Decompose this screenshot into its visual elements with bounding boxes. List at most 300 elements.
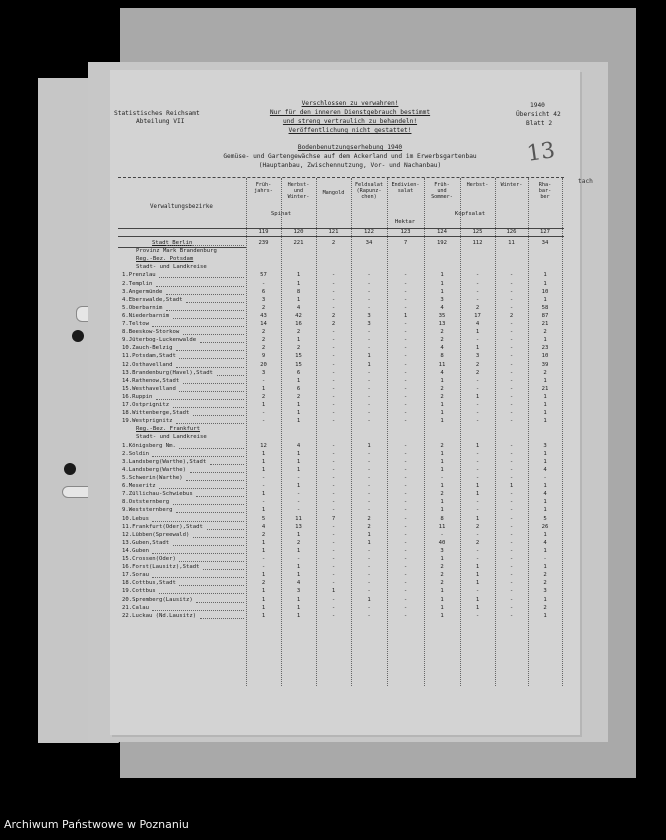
table-cell: - [475, 556, 480, 562]
table-cell: - [475, 458, 480, 465]
table-cell: - [403, 402, 408, 408]
district-name: 14.Rathenow,Stadt [122, 377, 180, 384]
column-header: Herbst- und Winter- [287, 182, 310, 200]
leader-dots [179, 555, 244, 562]
table-cell: 2 [296, 345, 301, 352]
table-cell: 1 [543, 280, 547, 287]
table-cell: - [403, 337, 408, 344]
table-cell: 1 [475, 580, 480, 587]
district-name: 21.Calau [122, 604, 149, 611]
table-cell: 1 [261, 604, 266, 611]
table-cell: - [331, 337, 336, 344]
header-confidential-3: und streng vertraulich zu behandeln! [282, 118, 418, 125]
table-cell: - [475, 507, 480, 514]
table-cell: - [331, 491, 336, 498]
table-cell: 13 [438, 321, 446, 327]
column-header: Endivien- salat [391, 182, 420, 194]
leader-dots [193, 531, 244, 538]
leader-dots [190, 466, 244, 473]
table-cell: 1 [440, 418, 444, 425]
leader-dots [186, 474, 244, 481]
table-cell: 1 [296, 450, 301, 457]
table-cell: - [403, 393, 408, 400]
table-cell: 2 [331, 321, 336, 327]
table-cell: - [509, 410, 514, 417]
table-cell: - [475, 385, 480, 392]
table-cell: - [331, 345, 336, 352]
table-cell: 1 [543, 296, 547, 303]
column-rule [424, 178, 425, 686]
table-cell: - [475, 418, 480, 425]
header-confidential-1: Verschlossen zu verwahren! [301, 100, 399, 107]
district-name: Stadt- und Landkreise [136, 264, 207, 271]
leader-dots [179, 385, 244, 392]
table-cell: - [331, 596, 336, 603]
table-cell: 2 [261, 329, 266, 336]
table-cell: 1 [296, 531, 301, 538]
leader-dots [152, 571, 244, 578]
leader-dots [152, 320, 244, 327]
table-cell: - [331, 475, 336, 481]
table-cell: 1 [543, 499, 547, 506]
table-cell: 3 [367, 321, 371, 327]
table-cell: 3 [543, 442, 547, 449]
table-cell: - [367, 377, 371, 384]
table-cell: - [367, 466, 371, 473]
table-cell: 43 [260, 312, 267, 319]
table-cell: - [403, 539, 408, 546]
table-cell: 3 [475, 353, 480, 360]
column-header: Rha- bar- ber [538, 182, 552, 200]
leader-dots [152, 515, 244, 522]
group-spinat: Spinat [270, 211, 292, 217]
column-rule [528, 178, 529, 686]
district-name: 1.Prenzlau [122, 272, 156, 279]
column-rule [495, 178, 496, 686]
table-cell: 2 [296, 393, 301, 400]
table-cell: 2 [261, 304, 266, 311]
table-cell: - [331, 377, 336, 384]
column-header: Feldsalat (Rapunz- chen) [354, 182, 384, 200]
table-cell: 4 [261, 523, 266, 530]
district-name: 16.Forst(Lausitz),Stadt [122, 564, 200, 571]
district-name: 12.Lübben(Spreewald) [122, 531, 190, 538]
table-cell: 2 [475, 361, 480, 368]
table-cell: 1 [475, 596, 480, 603]
table-cell: - [331, 547, 336, 554]
table-cell: 1 [543, 596, 547, 603]
table-cell: - [331, 418, 336, 425]
table-cell: 87 [541, 312, 549, 319]
survey-title: Bodenbenutzungserhebung 1940 [297, 144, 403, 151]
table-cell: 10 [541, 353, 549, 360]
table-cell: - [509, 353, 514, 360]
table-cell: 1 [296, 377, 301, 384]
district-name: 4.Eberswalde,Stadt [122, 296, 183, 303]
table-cell: - [331, 369, 336, 376]
header-confidential-4: Veröffentlichung nicht gestattet! [288, 127, 412, 134]
table-cell: - [509, 523, 514, 530]
table-cell: 4 [543, 491, 547, 498]
table-cell: 1 [367, 353, 371, 360]
table-cell: 2 [331, 312, 336, 319]
table-cell: - [367, 564, 371, 571]
table-cell: 1 [296, 458, 301, 465]
district-name: 4.Landsberg(Warthe) [122, 466, 186, 473]
table-cell: - [403, 564, 408, 571]
table-cell: 1 [475, 604, 480, 611]
district-name: 18.Wittenberge,Stadt [122, 410, 190, 417]
district-name: Stadt Berlin [152, 240, 193, 246]
table-cell: 1 [440, 604, 444, 611]
table-cell: - [509, 377, 514, 384]
leader-dots [203, 563, 244, 570]
district-name: 12.Osthavelland [122, 361, 173, 368]
table-cell: - [403, 450, 408, 457]
table-cell: - [475, 272, 480, 279]
table-cell: 2 [331, 240, 336, 246]
table-cell: 4 [475, 321, 480, 327]
table-cell: 34 [365, 240, 373, 246]
table-cell: - [331, 483, 336, 490]
table-cell: - [331, 539, 336, 546]
table-cell: 2 [261, 393, 266, 400]
district-name: 3.Landsberg(Warthe),Stadt [122, 458, 207, 465]
table-cell: - [475, 588, 480, 595]
table-cell: - [509, 402, 514, 408]
column-number: 125 [472, 229, 483, 235]
table-cell: - [331, 304, 336, 311]
header-sheet: Blatt 2 [526, 120, 553, 127]
table-cell: 1 [440, 466, 444, 473]
table-cell: 7 [403, 240, 408, 246]
table-cell: 1 [440, 377, 444, 384]
leader-dots [183, 377, 244, 384]
table-cell: - [403, 588, 408, 595]
table-colnum-rule [118, 236, 564, 237]
table-cell: 9 [261, 353, 266, 360]
table-cell: - [367, 410, 371, 417]
table-cell: 1 [261, 507, 266, 514]
handwritten-page-number: 13 [525, 138, 557, 167]
table-cell: - [509, 280, 514, 287]
column-number: 121 [328, 229, 339, 235]
table-cell: - [296, 475, 301, 481]
table-cell: 1 [296, 272, 301, 279]
header-department: Abteilung VII [136, 118, 185, 125]
table-cell: - [367, 612, 371, 619]
district-name: 20.Spremberg(Lausitz) [122, 596, 193, 603]
table-cell: 1 [261, 402, 266, 408]
table-cell: 1 [261, 596, 266, 603]
table-cell: 12 [260, 442, 267, 449]
table-cell: - [403, 385, 408, 392]
table-cell: - [403, 612, 408, 619]
table-cell: 1 [475, 483, 480, 490]
table-cell: 1 [261, 491, 266, 498]
table-cell: - [509, 547, 514, 554]
column-number: 124 [436, 229, 448, 235]
table-cell: 3 [440, 296, 444, 303]
table-cell: 10 [541, 288, 549, 295]
table-cell: 2 [440, 580, 444, 587]
district-name: 17.Sorau [122, 572, 149, 579]
table-cell: 3 [367, 312, 371, 319]
district-name: 15.Crossen(Oder) [122, 556, 176, 562]
table-cell: 2 [475, 523, 480, 530]
table-cell: - [403, 288, 408, 295]
table-cell: 11 [508, 240, 515, 246]
table-cell: - [296, 556, 301, 562]
table-cell: - [475, 337, 480, 344]
table-cell: 20 [260, 361, 267, 368]
table-cell: - [403, 272, 408, 279]
table-cell: 1 [440, 507, 444, 514]
table-cell: 2 [440, 572, 444, 579]
table-cell: 1 [367, 539, 371, 546]
table-cell: 1 [296, 402, 301, 408]
table-cell: 1 [543, 418, 547, 425]
district-name: Provinz Mark Brandenburg [136, 248, 217, 255]
table-cell: - [509, 288, 514, 295]
table-cell: - [509, 296, 514, 303]
table-cell: 2 [475, 539, 480, 546]
table-cell: 2 [296, 329, 301, 336]
table-cell: 57 [260, 272, 267, 279]
table-cell: - [475, 377, 480, 384]
district-name: Reg.-Bez. Potsdam [136, 256, 194, 263]
district-name: 19.Cottbus [122, 588, 156, 595]
leader-dots [152, 450, 244, 457]
table-cell: - [509, 304, 514, 311]
district-name: 7.Teltow [122, 321, 149, 327]
table-cell: - [403, 410, 408, 417]
side-note: tach [578, 178, 593, 185]
table-cell: - [403, 483, 408, 490]
table-cell: - [403, 377, 408, 384]
table-cell: - [331, 556, 336, 562]
district-name: 10.Lebus [122, 515, 149, 522]
table-cell: 1 [296, 572, 301, 579]
punch-hole [64, 463, 76, 475]
table-cell: 1 [296, 296, 301, 303]
leader-dots [156, 280, 244, 287]
table-cell: 16 [295, 321, 302, 327]
column-header: Mangold [322, 190, 345, 196]
table-cell: 1 [440, 280, 444, 287]
table-cell: 1 [261, 588, 266, 595]
district-name: 3.Angermünde [122, 288, 163, 295]
table-cell: - [261, 483, 266, 490]
table-cell: 4 [440, 369, 444, 376]
table-cell: - [261, 418, 266, 425]
table-cell: - [475, 499, 480, 506]
table-cell: - [509, 321, 514, 327]
table-cell: 40 [438, 539, 446, 546]
table-cell: - [543, 556, 547, 562]
table-cell: 2 [440, 442, 444, 449]
table-cell: 11 [438, 523, 446, 530]
leader-dots [196, 596, 244, 603]
table-cell: 1 [296, 337, 301, 344]
table-cell: 6 [296, 369, 301, 376]
table-cell: 1 [261, 612, 266, 619]
table-cell: 42 [295, 312, 302, 319]
table-cell: - [403, 345, 408, 352]
table-cell: - [331, 507, 336, 514]
table-cell: - [509, 491, 514, 498]
table-cell: 1 [475, 572, 480, 579]
leader-dots [152, 547, 244, 554]
district-name: 15.Westhavelland [122, 385, 176, 392]
table-cell: 1 [440, 612, 444, 619]
table-cell: 1 [509, 483, 514, 490]
district-name: 7.Züllichau-Schwiebus [122, 491, 193, 498]
table-cell: 1 [440, 458, 444, 465]
table-cell: - [331, 612, 336, 619]
table-cell: - [331, 604, 336, 611]
district-name: 2.Templin [122, 280, 153, 287]
table-cell: - [296, 507, 301, 514]
table-cell: 192 [436, 240, 448, 246]
table-cell: - [261, 499, 266, 506]
table-cell: - [367, 272, 371, 279]
table-cell: 6 [261, 288, 266, 295]
column-rule [387, 178, 388, 686]
table-cell: - [509, 418, 514, 425]
table-cell: - [403, 515, 408, 522]
table-cell: 4 [543, 466, 547, 473]
table-cell: - [367, 547, 371, 554]
table-cell: - [509, 361, 514, 368]
table-cell: - [331, 296, 336, 303]
table-cell: 1 [367, 361, 371, 368]
table-cell: - [403, 418, 408, 425]
table-cell: - [296, 499, 301, 506]
header-agency: Statistisches Reichsamt [114, 110, 200, 117]
table-cell: 1 [440, 450, 444, 457]
table-cell: - [403, 531, 408, 538]
table-cell: - [331, 402, 336, 408]
table-cell: - [403, 458, 408, 465]
table-cell: 1 [475, 442, 480, 449]
district-name: 8.Beeskow-Storkow [122, 329, 180, 336]
table-cell: - [367, 580, 371, 587]
table-cell: - [367, 304, 371, 311]
table-cell: - [403, 353, 408, 360]
column-header-bezirk: Verwaltungsbezirke [150, 204, 213, 210]
table-cell: 1 [440, 288, 444, 295]
table-cell: - [509, 580, 514, 587]
table-cell: 8 [296, 288, 301, 295]
table-cell: - [475, 280, 480, 287]
table-cell: - [367, 507, 371, 514]
table-cell: 4 [296, 442, 301, 449]
district-name: 22.Luckau (Nd.Lausitz) [122, 612, 197, 619]
table-cell: 1 [261, 466, 266, 473]
archive-label: Archiwum Państwowe w Poznaniu [4, 818, 189, 831]
table-cell: - [331, 353, 336, 360]
table-cell: - [403, 369, 408, 376]
table-cell: 1 [475, 393, 480, 400]
table-cell: 2 [261, 531, 266, 538]
table-cell: - [296, 491, 301, 498]
table-cell: - [509, 466, 514, 473]
punch-hole [72, 330, 84, 342]
table-cell: - [509, 507, 514, 514]
district-name: Stadt- und Landkreise [136, 434, 207, 441]
table-cell: 112 [472, 240, 483, 246]
district-name: 1.Königsberg Nm. [122, 442, 176, 449]
table-cell: 239 [258, 240, 269, 246]
table-cell: 1 [367, 531, 371, 538]
leader-dots [159, 482, 244, 489]
table-cell: 1 [296, 466, 301, 473]
table-cell: 1 [475, 515, 480, 522]
table-cell: 1 [261, 450, 266, 457]
table-row [118, 612, 564, 621]
district-name: 5.Oberbarnim [122, 304, 163, 311]
table-cell: - [331, 393, 336, 400]
leader-dots [173, 401, 244, 408]
survey-subtitle-2: (Hauptanbau, Zwischennutzung, Vor- und Nachanbau) [258, 162, 442, 169]
leader-dots [193, 409, 244, 416]
leader-dots [173, 498, 244, 505]
district-name: 6.Meseritz [122, 483, 156, 490]
table-cell: - [509, 369, 514, 376]
table-cell: 2 [367, 515, 371, 522]
table-cell: 1 [440, 499, 444, 506]
table-cell: 1 [261, 572, 266, 579]
table-cell: 2 [261, 580, 266, 587]
district-name: 17.Ostprignitz [122, 402, 170, 408]
table-cell: - [367, 280, 371, 287]
table-cell: 1 [296, 596, 301, 603]
leader-dots [159, 587, 244, 594]
table-cell: 1 [543, 547, 547, 554]
table-cell: - [475, 450, 480, 457]
group-kopfsalat: Kopfsalat [454, 211, 486, 217]
table-cell: - [403, 604, 408, 611]
district-name: 16.Ruppin [122, 393, 153, 400]
district-name: 8.Oststernberg [122, 499, 170, 506]
table-cell: - [509, 531, 514, 538]
leader-dots [166, 304, 244, 311]
table-cell: 5 [261, 515, 266, 522]
table-cell: - [367, 483, 371, 490]
column-header: Früh- und Sommer- [431, 182, 453, 200]
table-cell: - [331, 450, 336, 457]
table-cell: 2 [543, 572, 547, 579]
table-cell: 6 [296, 385, 301, 392]
table-cell: 1 [261, 385, 266, 392]
table-cell: - [509, 515, 514, 522]
table-cell: - [403, 475, 408, 481]
table-cell: - [367, 402, 371, 408]
table-cell: - [403, 304, 408, 311]
survey-subtitle: Gemüse- und Gartengewächse auf dem Ackerland und im Erwerbsgartenbau [223, 153, 477, 160]
header-overview: Übersicht 42 [516, 111, 561, 118]
table-cell: - [331, 272, 336, 279]
column-header: Herbst- [466, 182, 489, 188]
column-rule [351, 178, 352, 686]
table-cell: - [367, 385, 371, 392]
table-cell: 3 [543, 588, 547, 595]
table-cell: 1 [261, 458, 266, 465]
column-rule [246, 178, 247, 686]
table-cell: - [331, 499, 336, 506]
leader-dots [186, 296, 244, 303]
